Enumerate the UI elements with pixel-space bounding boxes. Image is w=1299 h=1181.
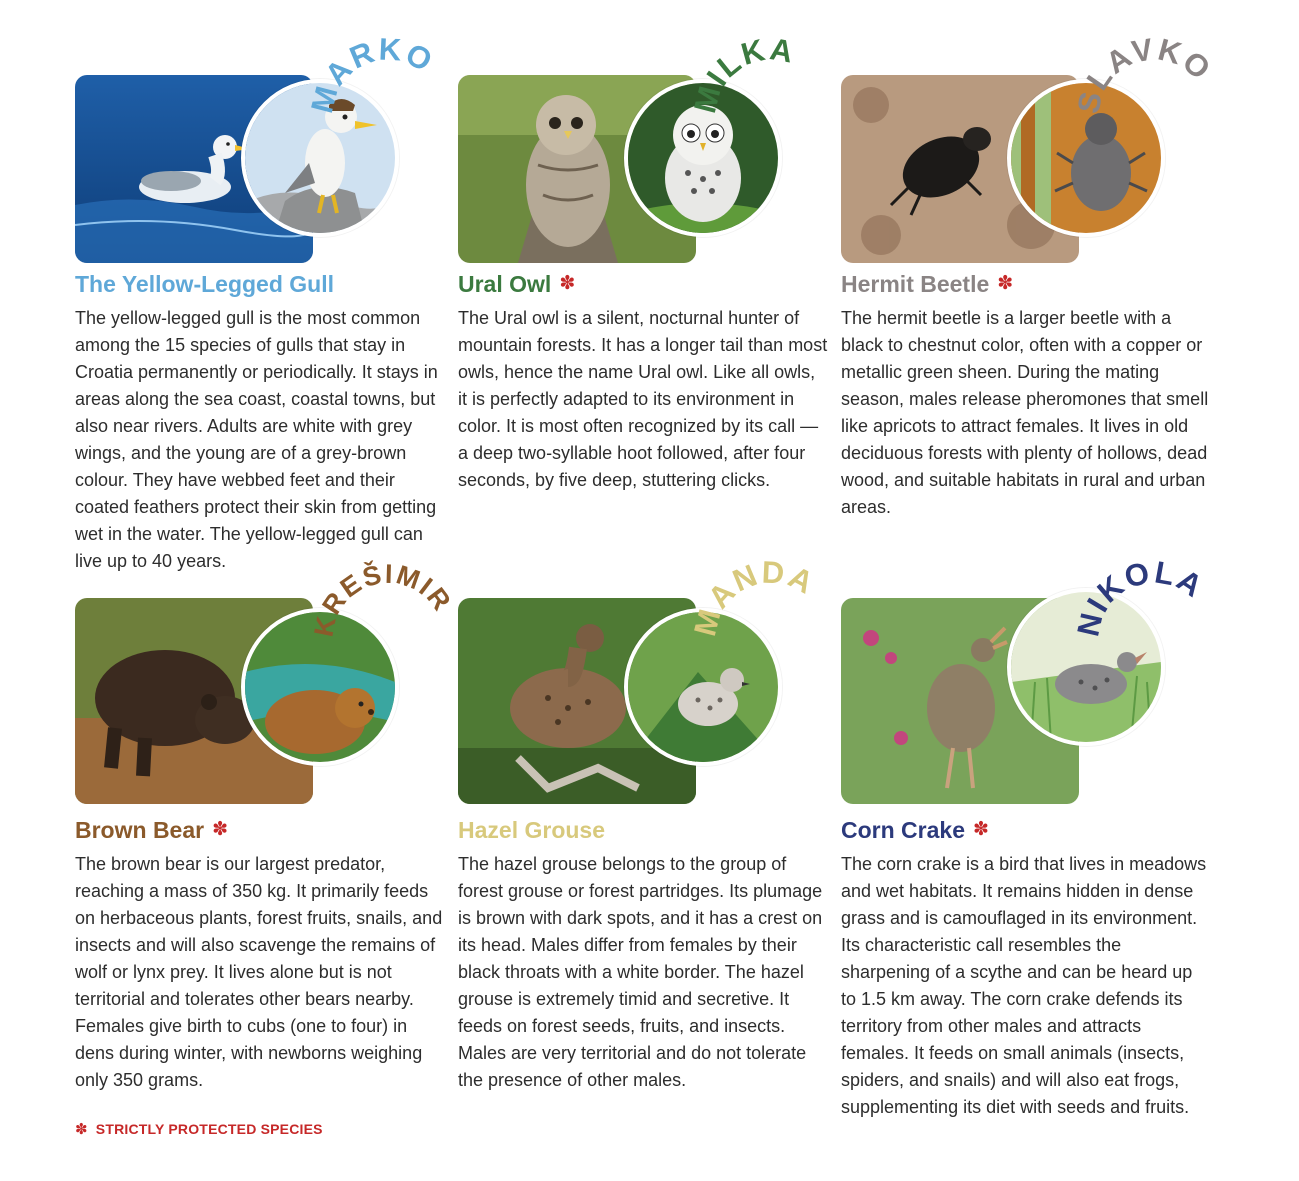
protected-star-icon: ✽ [997,273,1014,294]
protected-star-icon: ✽ [972,819,989,840]
card-media [841,554,1221,813]
nickname-arc [687,554,846,718]
nickname-text: KREŠIMIR [308,558,458,640]
species-description: The hermit beetle is a larger beetle with a black to chestnut color, often with a copper or metallic green sheen. During the mating season, males release pheromones that smell like apricots to attract females. It lives in old deciduous forests with plenty of hollows, dead wood, and suitable habitats in rural and urban areas. [841,308,1209,517]
nickname-arc [687,31,846,195]
svg-text:MANDA [687,555,821,640]
species-description: The yellow-legged gull is the most common among the 15 species of gulls that stay in Croatia permanently or periodically. It stays in areas along the sea coast, coastal towns, but also near rivers. Adults are white with grey wings, and the young are of a grey-brown colour. They have webbed feet and their coated feathers protect their skin from getting wet in the water. The yellow-legged gull can live up to 40 years. [75,308,438,571]
species-card-corncrake [841,554,1221,1118]
card-media [75,558,458,813]
card-media [458,554,838,813]
species-title-text: Hermit Beetle [841,271,990,297]
species-description: The Ural owl is a silent, nocturnal hunter of mountain forests. It has a longer tail than most owls, hence the name Ural owl. Like all owls, it is perfectly adapted to its environment in color. It is most often recognized by its call — a deep two-syllable hoot followed, after four seconds, by five deep, stuttering clicks. [458,308,828,490]
species-description: The brown bear is our largest predator, reaching a mass of 350 kg. It primarily feeds on herbaceous plants, forest fruits, snails, and insects and will also scavenge the remains of wolf or lynx prey. It lives alone but is not territorial and tolerates other bears nearby. Females give birth to cubs (one to four) in dens during winter, with newborns weighing only 350 grams. [75,854,443,1090]
species-card-grouse [458,554,838,1118]
species-title [841,817,989,844]
svg-text:SLAVKO [1070,31,1218,116]
protected-star-icon: ✽ [75,1121,88,1138]
protected-star-icon: ✽ [559,273,576,294]
species-title-text: Corn Crake [841,817,965,843]
species-title [75,271,334,298]
species-description: The hazel grouse belongs to the group of forest grouse or forest partridges. Its plumage is brown with dark spots, and it has a crest on its head. Males differ from females by their black throats with a white border. The hazel grouse is extremely timid and secretive. It feeds on forest seeds, fruits, and insects. Males are very territorial and do not tolerate the presence of other males. [458,854,823,1090]
nickname-text: SLAVKO [1070,31,1219,117]
species-title [458,271,575,298]
nickname-text: MILKA [687,31,798,117]
species-card-bear [75,558,458,1118]
nickname-text: MARKO [304,31,440,117]
species-card-gull [75,31,455,595]
species-description: The corn crake is a bird that lives in meadows and wet habitats. It remains hidden in dense grass and is camouflaged in its environment. Its characteristic call resembles the sharpening of a scythe and can be heard up to 1.5 km away. The corn crake defends its territory from other males and attracts females. It feeds on small animals (insects, spiders, and snails) and will also eat frogs, supplementing its diet with seeds and fruits. [841,854,1207,1117]
species-title-text: Hazel Grouse [458,817,605,843]
species-card-owl [458,31,838,595]
species-title [841,271,1013,298]
protected-star-icon: ✽ [212,819,229,840]
nickname-arc [308,558,463,718]
card-media [841,31,1221,290]
svg-text:NIKOLA [1070,554,1210,639]
species-title [75,817,228,844]
nickname-arc [304,31,463,195]
nickname-arc [1070,31,1229,195]
svg-text:KREŠIMIR [308,558,457,639]
species-title-text: Ural Owl [458,271,552,297]
svg-text:MILKA [687,31,797,116]
nickname-text: MANDA [687,554,821,640]
svg-text:MARKO [304,32,439,117]
nickname-arc [1070,554,1229,718]
species-title-text: The Yellow-Legged Gull [75,271,334,297]
card-media [75,31,455,290]
protected-species-legend [75,1120,323,1138]
nickname-text: NIKOLA [1070,554,1211,640]
species-card-beetle [841,31,1221,595]
legend-text: STRICTLY PROTECTED SPECIES [95,1121,323,1137]
card-media [458,31,838,290]
species-title [458,817,605,844]
species-title-text: Brown Bear [75,817,205,843]
